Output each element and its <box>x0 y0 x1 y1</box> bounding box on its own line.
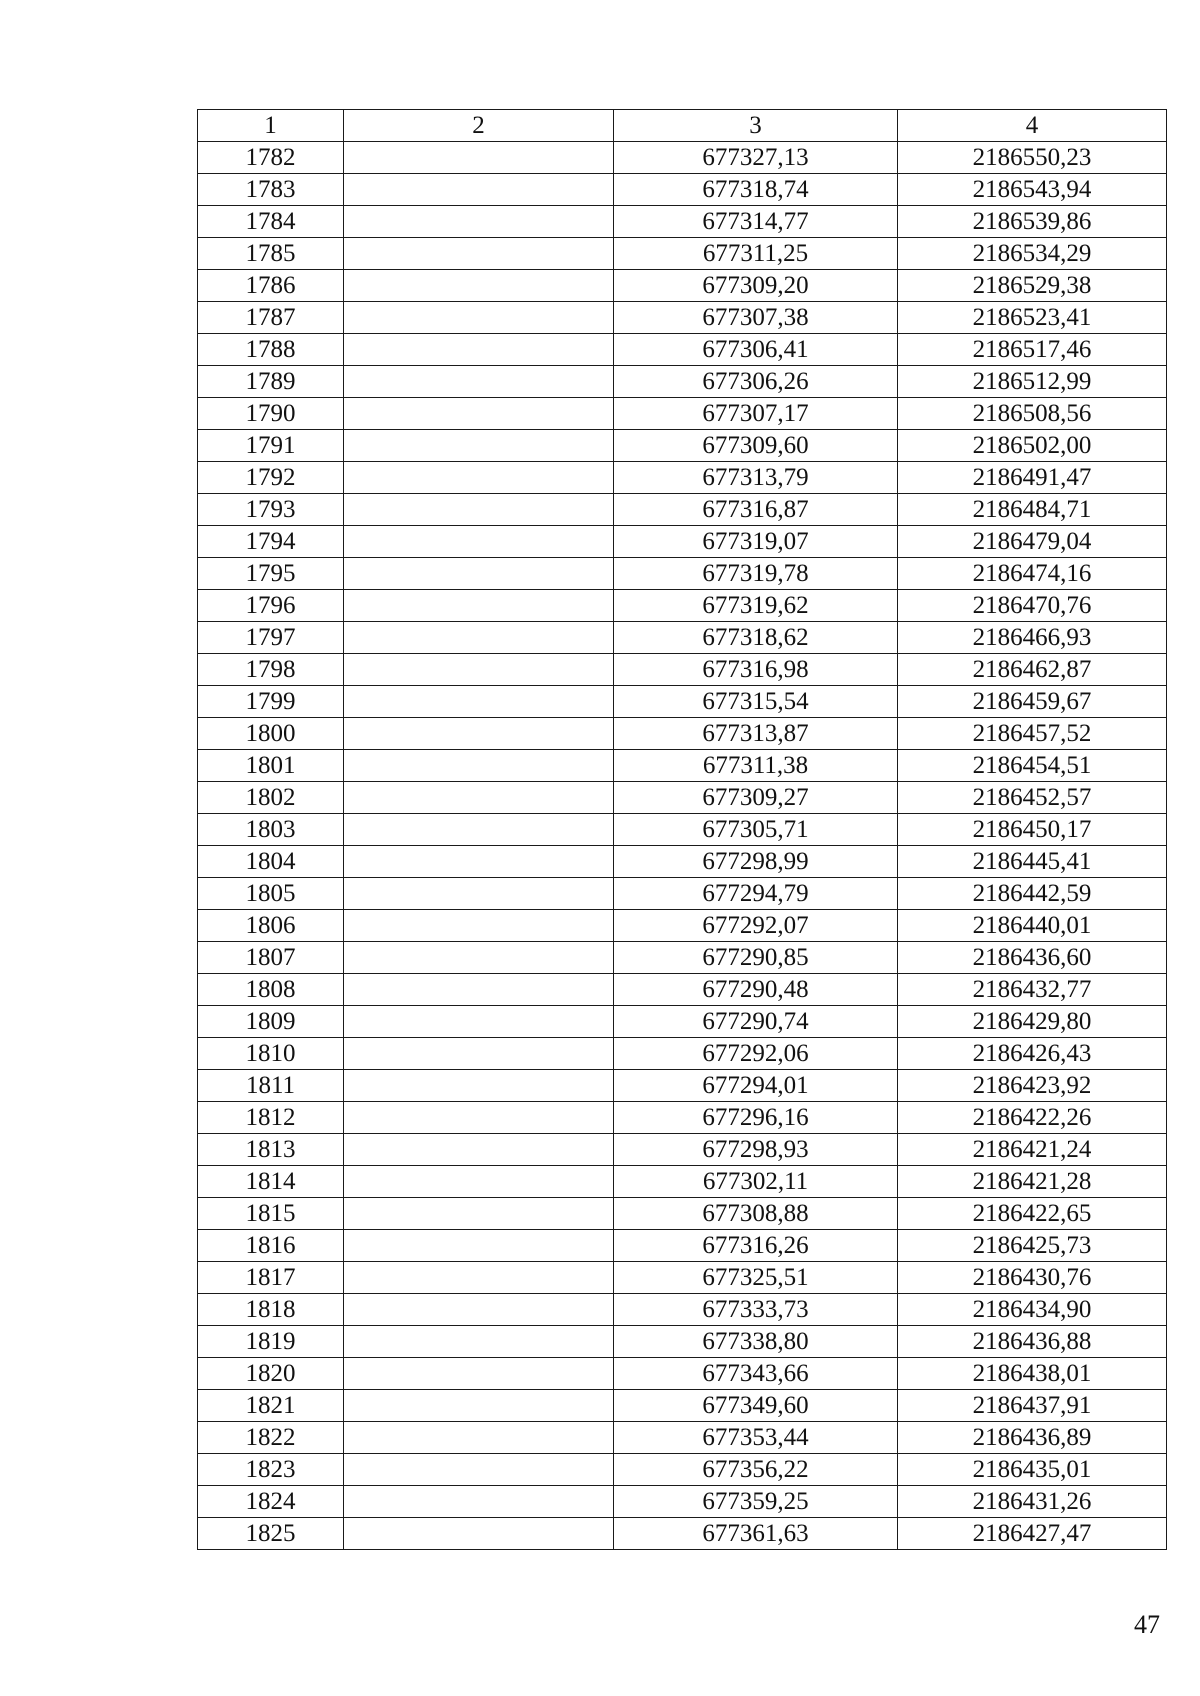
table-row <box>198 398 1167 430</box>
x-coordinate-cell: 677318,74 <box>614 174 898 206</box>
column-2-cell <box>344 1230 614 1262</box>
y-coordinate-cell: 2186452,57 <box>898 782 1167 814</box>
column-2-cell <box>344 1070 614 1102</box>
table-row <box>198 750 1167 782</box>
table-row <box>198 1006 1167 1038</box>
table-body <box>198 142 1167 1550</box>
point-number-cell: 1821 <box>198 1390 344 1422</box>
table-row <box>198 782 1167 814</box>
x-coordinate-cell: 677306,26 <box>614 366 898 398</box>
y-coordinate-cell: 2186436,88 <box>898 1326 1167 1358</box>
y-coordinate-cell: 2186432,77 <box>898 974 1167 1006</box>
point-number-cell: 1796 <box>198 590 344 622</box>
table-row <box>198 206 1167 238</box>
column-2-cell <box>344 1038 614 1070</box>
point-number-cell: 1800 <box>198 718 344 750</box>
x-coordinate-cell: 677325,51 <box>614 1262 898 1294</box>
x-coordinate-cell: 677316,87 <box>614 494 898 526</box>
x-coordinate-cell: 677349,60 <box>614 1390 898 1422</box>
x-coordinate-cell: 677306,41 <box>614 334 898 366</box>
column-2-cell <box>344 590 614 622</box>
coordinates-table <box>197 109 1167 1550</box>
table-row <box>198 686 1167 718</box>
column-2-cell <box>344 558 614 590</box>
point-number-cell: 1822 <box>198 1422 344 1454</box>
y-coordinate-cell: 2186512,99 <box>898 366 1167 398</box>
point-number-cell: 1824 <box>198 1486 344 1518</box>
x-coordinate-cell: 677319,07 <box>614 526 898 558</box>
table-row <box>198 238 1167 270</box>
y-coordinate-cell: 2186436,89 <box>898 1422 1167 1454</box>
column-2-cell <box>344 1006 614 1038</box>
y-coordinate-cell: 2186450,17 <box>898 814 1167 846</box>
point-number-cell: 1791 <box>198 430 344 462</box>
y-coordinate-cell: 2186435,01 <box>898 1454 1167 1486</box>
y-coordinate-cell: 2186436,60 <box>898 942 1167 974</box>
x-coordinate-cell: 677308,88 <box>614 1198 898 1230</box>
column-2-cell <box>344 1134 614 1166</box>
column-2-cell <box>344 494 614 526</box>
y-coordinate-cell: 2186457,52 <box>898 718 1167 750</box>
point-number-cell: 1795 <box>198 558 344 590</box>
column-2-cell <box>344 1326 614 1358</box>
table-row <box>198 1166 1167 1198</box>
y-coordinate-cell: 2186491,47 <box>898 462 1167 494</box>
y-coordinate-cell: 2186422,26 <box>898 1102 1167 1134</box>
x-coordinate-cell: 677302,11 <box>614 1166 898 1198</box>
table-row <box>198 1486 1167 1518</box>
table-row <box>198 878 1167 910</box>
column-2-cell <box>344 430 614 462</box>
column-2-cell <box>344 398 614 430</box>
point-number-cell: 1799 <box>198 686 344 718</box>
point-number-cell: 1812 <box>198 1102 344 1134</box>
table-row <box>198 1070 1167 1102</box>
y-coordinate-cell: 2186429,80 <box>898 1006 1167 1038</box>
point-number-cell: 1808 <box>198 974 344 1006</box>
x-coordinate-cell: 677307,38 <box>614 302 898 334</box>
table-row <box>198 942 1167 974</box>
table-row <box>198 1422 1167 1454</box>
point-number-cell: 1787 <box>198 302 344 334</box>
x-coordinate-cell: 677309,27 <box>614 782 898 814</box>
y-coordinate-cell: 2186427,47 <box>898 1518 1167 1550</box>
x-coordinate-cell: 677353,44 <box>614 1422 898 1454</box>
point-number-cell: 1805 <box>198 878 344 910</box>
column-2-cell <box>344 1390 614 1422</box>
y-coordinate-cell: 2186422,65 <box>898 1198 1167 1230</box>
column-2-cell <box>344 686 614 718</box>
table-row <box>198 174 1167 206</box>
y-coordinate-cell: 2186508,56 <box>898 398 1167 430</box>
table-row <box>198 1230 1167 1262</box>
point-number-cell: 1802 <box>198 782 344 814</box>
point-number-cell: 1798 <box>198 654 344 686</box>
table-row <box>198 142 1167 174</box>
table-row <box>198 526 1167 558</box>
y-coordinate-cell: 2186479,04 <box>898 526 1167 558</box>
column-2-cell <box>344 174 614 206</box>
point-number-cell: 1818 <box>198 1294 344 1326</box>
x-coordinate-cell: 677298,99 <box>614 846 898 878</box>
y-coordinate-cell: 2186543,94 <box>898 174 1167 206</box>
y-coordinate-cell: 2186550,23 <box>898 142 1167 174</box>
point-number-cell: 1814 <box>198 1166 344 1198</box>
column-2-cell <box>344 1358 614 1390</box>
point-number-cell: 1816 <box>198 1230 344 1262</box>
column-2-cell <box>344 942 614 974</box>
column-2-cell <box>344 334 614 366</box>
x-coordinate-cell: 677296,16 <box>614 1102 898 1134</box>
x-coordinate-cell: 677290,74 <box>614 1006 898 1038</box>
x-coordinate-cell: 677316,26 <box>614 1230 898 1262</box>
y-coordinate-cell: 2186517,46 <box>898 334 1167 366</box>
x-coordinate-cell: 677338,80 <box>614 1326 898 1358</box>
point-number-cell: 1811 <box>198 1070 344 1102</box>
table-row <box>198 1518 1167 1550</box>
x-coordinate-cell: 677290,85 <box>614 942 898 974</box>
x-coordinate-cell: 677361,63 <box>614 1518 898 1550</box>
x-coordinate-cell: 677307,17 <box>614 398 898 430</box>
header-cell-3: 3 <box>614 110 898 142</box>
table-row <box>198 270 1167 302</box>
x-coordinate-cell: 677309,20 <box>614 270 898 302</box>
column-2-cell <box>344 1198 614 1230</box>
y-coordinate-cell: 2186466,93 <box>898 622 1167 654</box>
x-coordinate-cell: 677343,66 <box>614 1358 898 1390</box>
column-2-cell <box>344 462 614 494</box>
column-2-cell <box>344 750 614 782</box>
table-row <box>198 1358 1167 1390</box>
point-number-cell: 1788 <box>198 334 344 366</box>
x-coordinate-cell: 677298,93 <box>614 1134 898 1166</box>
point-number-cell: 1806 <box>198 910 344 942</box>
x-coordinate-cell: 677333,73 <box>614 1294 898 1326</box>
x-coordinate-cell: 677311,25 <box>614 238 898 270</box>
point-number-cell: 1797 <box>198 622 344 654</box>
column-2-cell <box>344 206 614 238</box>
x-coordinate-cell: 677294,01 <box>614 1070 898 1102</box>
table-row <box>198 1390 1167 1422</box>
column-2-cell <box>344 718 614 750</box>
y-coordinate-cell: 2186423,92 <box>898 1070 1167 1102</box>
x-coordinate-cell: 677292,07 <box>614 910 898 942</box>
y-coordinate-cell: 2186425,73 <box>898 1230 1167 1262</box>
y-coordinate-cell: 2186539,86 <box>898 206 1167 238</box>
column-2-cell <box>344 974 614 1006</box>
x-coordinate-cell: 677313,79 <box>614 462 898 494</box>
table-row <box>198 558 1167 590</box>
column-2-cell <box>344 1262 614 1294</box>
y-coordinate-cell: 2186431,26 <box>898 1486 1167 1518</box>
point-number-cell: 1813 <box>198 1134 344 1166</box>
y-coordinate-cell: 2186421,24 <box>898 1134 1167 1166</box>
x-coordinate-cell: 677319,62 <box>614 590 898 622</box>
y-coordinate-cell: 2186462,87 <box>898 654 1167 686</box>
table-row <box>198 1294 1167 1326</box>
x-coordinate-cell: 677309,60 <box>614 430 898 462</box>
column-2-cell <box>344 846 614 878</box>
table-row <box>198 334 1167 366</box>
table-row <box>198 654 1167 686</box>
table-row <box>198 718 1167 750</box>
table-row <box>198 846 1167 878</box>
y-coordinate-cell: 2186440,01 <box>898 910 1167 942</box>
column-2-cell <box>344 878 614 910</box>
y-coordinate-cell: 2186438,01 <box>898 1358 1167 1390</box>
x-coordinate-cell: 677290,48 <box>614 974 898 1006</box>
point-number-cell: 1801 <box>198 750 344 782</box>
x-coordinate-cell: 677356,22 <box>614 1454 898 1486</box>
point-number-cell: 1783 <box>198 174 344 206</box>
x-coordinate-cell: 677313,87 <box>614 718 898 750</box>
table-row <box>198 1134 1167 1166</box>
x-coordinate-cell: 677311,38 <box>614 750 898 782</box>
y-coordinate-cell: 2186442,59 <box>898 878 1167 910</box>
point-number-cell: 1815 <box>198 1198 344 1230</box>
point-number-cell: 1789 <box>198 366 344 398</box>
point-number-cell: 1793 <box>198 494 344 526</box>
x-coordinate-cell: 677359,25 <box>614 1486 898 1518</box>
table-row <box>198 302 1167 334</box>
point-number-cell: 1817 <box>198 1262 344 1294</box>
table-header <box>198 110 1167 142</box>
column-2-cell <box>344 1166 614 1198</box>
point-number-cell: 1825 <box>198 1518 344 1550</box>
column-2-cell <box>344 910 614 942</box>
y-coordinate-cell: 2186426,43 <box>898 1038 1167 1070</box>
x-coordinate-cell: 677318,62 <box>614 622 898 654</box>
point-number-cell: 1820 <box>198 1358 344 1390</box>
y-coordinate-cell: 2186459,67 <box>898 686 1167 718</box>
column-2-cell <box>344 1422 614 1454</box>
y-coordinate-cell: 2186454,51 <box>898 750 1167 782</box>
y-coordinate-cell: 2186523,41 <box>898 302 1167 334</box>
header-cell-1: 1 <box>198 110 344 142</box>
y-coordinate-cell: 2186421,28 <box>898 1166 1167 1198</box>
point-number-cell: 1782 <box>198 142 344 174</box>
x-coordinate-cell: 677314,77 <box>614 206 898 238</box>
y-coordinate-cell: 2186502,00 <box>898 430 1167 462</box>
column-2-cell <box>344 814 614 846</box>
column-2-cell <box>344 270 614 302</box>
table-row <box>198 366 1167 398</box>
table-row <box>198 1262 1167 1294</box>
column-2-cell <box>344 1486 614 1518</box>
page-number: 47 <box>1134 1610 1160 1639</box>
point-number-cell: 1786 <box>198 270 344 302</box>
column-2-cell <box>344 302 614 334</box>
table-row <box>198 1198 1167 1230</box>
column-2-cell <box>344 782 614 814</box>
table-row <box>198 1102 1167 1134</box>
column-2-cell <box>344 238 614 270</box>
column-2-cell <box>344 1518 614 1550</box>
x-coordinate-cell: 677319,78 <box>614 558 898 590</box>
point-number-cell: 1803 <box>198 814 344 846</box>
point-number-cell: 1810 <box>198 1038 344 1070</box>
y-coordinate-cell: 2186470,76 <box>898 590 1167 622</box>
y-coordinate-cell: 2186484,71 <box>898 494 1167 526</box>
point-number-cell: 1794 <box>198 526 344 558</box>
column-2-cell <box>344 654 614 686</box>
table-row <box>198 462 1167 494</box>
y-coordinate-cell: 2186434,90 <box>898 1294 1167 1326</box>
column-2-cell <box>344 142 614 174</box>
x-coordinate-cell: 677292,06 <box>614 1038 898 1070</box>
table-row <box>198 910 1167 942</box>
point-number-cell: 1785 <box>198 238 344 270</box>
y-coordinate-cell: 2186437,91 <box>898 1390 1167 1422</box>
x-coordinate-cell: 677315,54 <box>614 686 898 718</box>
point-number-cell: 1804 <box>198 846 344 878</box>
table-row <box>198 1038 1167 1070</box>
table-row <box>198 590 1167 622</box>
column-2-cell <box>344 1294 614 1326</box>
table-row <box>198 1326 1167 1358</box>
table-row <box>198 430 1167 462</box>
header-row <box>198 110 1167 142</box>
column-2-cell <box>344 1102 614 1134</box>
table-row <box>198 1454 1167 1486</box>
y-coordinate-cell: 2186430,76 <box>898 1262 1167 1294</box>
header-cell-2: 2 <box>344 110 614 142</box>
x-coordinate-cell: 677294,79 <box>614 878 898 910</box>
point-number-cell: 1823 <box>198 1454 344 1486</box>
point-number-cell: 1790 <box>198 398 344 430</box>
point-number-cell: 1784 <box>198 206 344 238</box>
y-coordinate-cell: 2186534,29 <box>898 238 1167 270</box>
x-coordinate-cell: 677316,98 <box>614 654 898 686</box>
y-coordinate-cell: 2186474,16 <box>898 558 1167 590</box>
column-2-cell <box>344 1454 614 1486</box>
point-number-cell: 1807 <box>198 942 344 974</box>
column-2-cell <box>344 366 614 398</box>
table-row <box>198 814 1167 846</box>
point-number-cell: 1809 <box>198 1006 344 1038</box>
point-number-cell: 1792 <box>198 462 344 494</box>
header-cell-4: 4 <box>898 110 1167 142</box>
x-coordinate-cell: 677305,71 <box>614 814 898 846</box>
table-row <box>198 974 1167 1006</box>
x-coordinate-cell: 677327,13 <box>614 142 898 174</box>
table-row <box>198 622 1167 654</box>
point-number-cell: 1819 <box>198 1326 344 1358</box>
table-row <box>198 494 1167 526</box>
column-2-cell <box>344 622 614 654</box>
column-2-cell <box>344 526 614 558</box>
y-coordinate-cell: 2186445,41 <box>898 846 1167 878</box>
y-coordinate-cell: 2186529,38 <box>898 270 1167 302</box>
